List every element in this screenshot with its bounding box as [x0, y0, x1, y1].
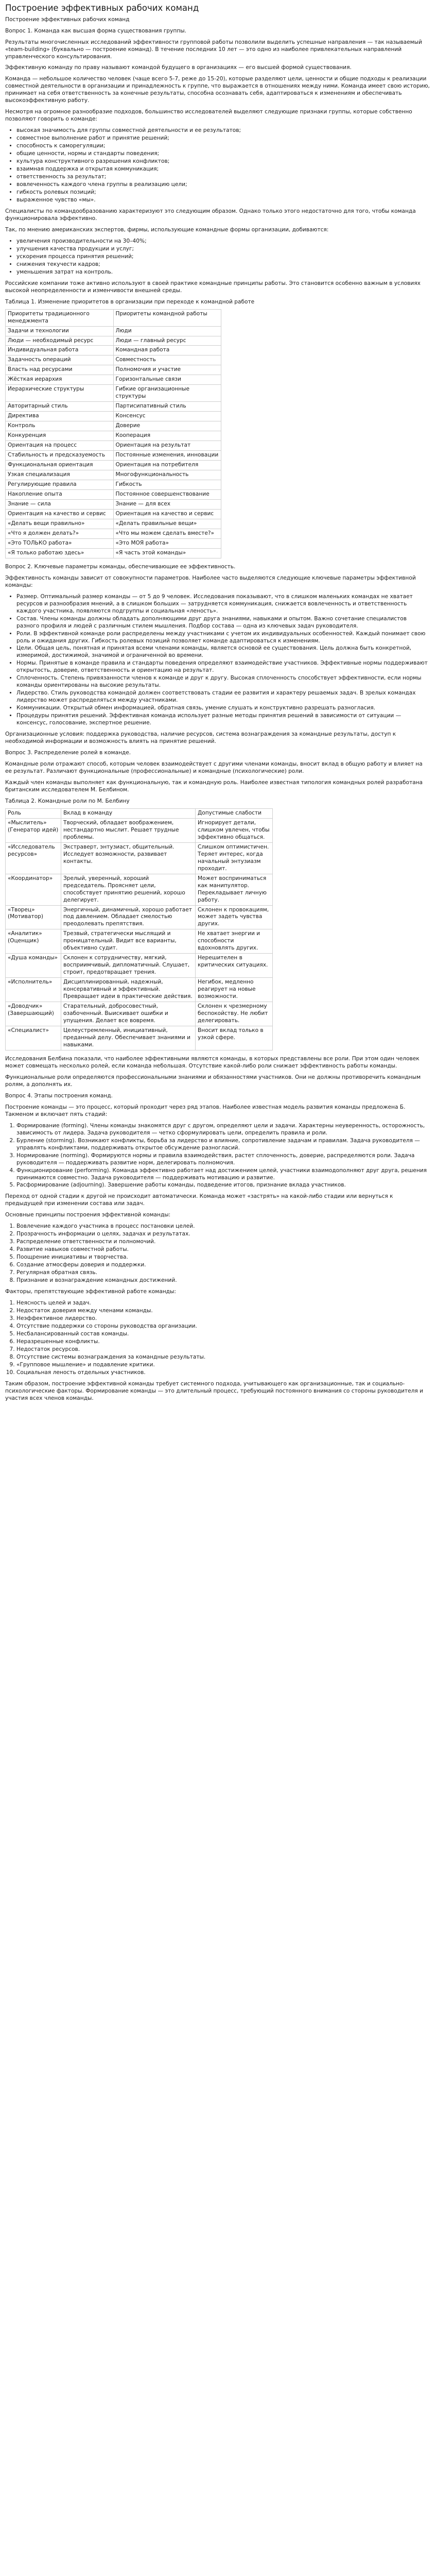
list-item: 5. Несбалансированный состав команды. [16, 1331, 431, 1338]
table-cell: Люди — главный ресурс [113, 336, 221, 346]
table-cell: Ориентация на качество и сервис [6, 509, 114, 519]
table-row [6, 548, 221, 558]
list-item: 1. Формирование (forming). Члены команды знакомятся друг с другом, определяют цели и задачи. Характерны неуверенность, осторожность, зависимость от лидера. Задача руководителя — четко сформулировать цели, определить правила и роли. [16, 1123, 431, 1137]
table-row [6, 412, 221, 421]
list-item: 5. Поощрение инициативы и творчества. [16, 1254, 431, 1261]
table-head [6, 808, 273, 818]
table-caption: Таблица 1. Изменение приоритетов в организации при переходе к командной работе [5, 298, 255, 305]
paragraph: Исследования Белбина показали, что наиболее эффективными являются команды, в которых представлены все роли. При этом один человек может совмещать несколько ролей, если команда небольшая. Отсутствие какой-либо роли снижает эффективность работы команды. [5, 1055, 420, 1069]
list-item: 1. Вовлечение каждого участника в процесс постановки целей. [16, 1223, 431, 1230]
table-row [6, 441, 221, 451]
table-cell: Узкая специализация [6, 470, 114, 480]
factors-list [5, 1300, 431, 1377]
table-row [6, 375, 221, 385]
table-cell: Директива [6, 412, 114, 421]
table-row [6, 509, 221, 519]
table-cell: Доверие [113, 421, 221, 431]
list-item: 7. Регулярная обратная связь. [16, 1269, 431, 1277]
table-row [6, 461, 221, 470]
table-row [6, 402, 221, 412]
table-cell: Энергичный, динамичный, хорошо работает под давлением. Обладает смелостью преодолевать препятствия. [61, 905, 196, 929]
list-item: • ускорения процесса принятия решений; [16, 253, 431, 261]
list-item: 4. Развитие навыков совместной работы. [16, 1246, 431, 1253]
list-item: • Лидерство. Стиль руководства командой должен соответствовать стадии ее развития и характеру решаемых задач. В зрелых командах лидерство может распределяться между участниками. [16, 690, 431, 704]
list-item: • Цели. Общая цель, понятная и принятая всеми членами команды, является основой ее существования. Цель должна быть конкретной, измеримой, достижимой, значимой и ограниченной во времени. [16, 645, 431, 659]
list-item: • снижения текучести кадров; [16, 261, 431, 268]
list-item: • Коммуникации. Открытый обмен информацией, обратная связь, умение слушать и конструктивно разрешать разногласия. [16, 705, 431, 712]
paragraph: Эффективную команду по праву называют командой будущего в организациях — его высшей формой существования. [5, 64, 352, 71]
paragraph: Несмотря на огромное разнообразие подходов, большинство исследователей выделяют следующие признаки группы, которые собственно позволяют говорить о команде: [5, 109, 412, 123]
paragraph: Построение команды — это процесс, который проходит через ряд этапов. Наиболее известная модель развития команды предложена Б. Такменом и включает пять стадий: [5, 1104, 406, 1117]
list-item: 4. Отсутствие поддержки со стороны руководства организации. [16, 1323, 431, 1330]
list-item: 5. Расформирование (adjourning). Завершение работы команды, подведение итогов, признание вклада участников. [16, 1182, 431, 1189]
table-cell: Гибкость [113, 480, 221, 490]
table-row [6, 978, 273, 1002]
list-item: 2. Бурление (storming). Возникают конфликты, борьба за лидерство и влияние, сопротивление задачам и правилам. Задача руководителя — управлять конфликтами, поддерживать открытое обсуждение разногласий. [16, 1138, 431, 1152]
list-item: • взаимная поддержка и открытая коммуникация; [16, 166, 431, 173]
table-row [6, 451, 221, 461]
table-cell: Задачность операций [6, 355, 114, 365]
list-item: 1. Неясность целей и задач. [16, 1300, 431, 1307]
list-item: • Нормы. Принятые в команде правила и стандарты поведения определяют взаимодействие участников. Эффективные нормы поддерживают открытость, доверие, ответственность и ориентацию на результат. [16, 660, 431, 674]
table-body [6, 818, 273, 1050]
table-row [6, 470, 221, 480]
table-row [6, 929, 273, 954]
table-cell: «Это ТОЛЬКО работа» [6, 538, 114, 548]
column-header: Допустимые слабости [196, 808, 273, 818]
table-row [6, 842, 273, 874]
table-row [6, 365, 221, 375]
table-cell: Трезвый, стратегически мыслящий и проницательный. Видит все варианты, объективно судит. [61, 929, 196, 954]
section-heading: Вопрос 1. Команда как высшая форма существования группы. [5, 27, 187, 34]
table-cell: Негибок, медленно реагирует на новые возможности. [196, 978, 273, 1002]
table-row [6, 529, 221, 538]
list-item: 6. Создание атмосферы доверия и поддержки. [16, 1262, 431, 1269]
table-body [6, 309, 221, 558]
list-item: • выраженное чувство «мы». [16, 197, 431, 204]
table-row [6, 346, 221, 355]
table-cell: Полномочия и участие [113, 365, 221, 375]
section-heading: Вопрос 3. Распределение ролей в команде. [5, 750, 131, 756]
list-item: 3. Неэффективное лидерство. [16, 1315, 431, 1323]
table-cell: «Специалист» [6, 1026, 61, 1050]
list-item: • Сплоченность. Степень привязанности членов к команде и друг к другу. Высокая сплоченность способствует эффективности, если нормы команды ориентированы на высокие результаты. [16, 675, 431, 689]
table-cell: «Я часть этой команды» [113, 548, 221, 558]
table-cell: Авторитарный стиль [6, 402, 114, 412]
table-cell: «Доводчик» (Завершающий) [6, 1002, 61, 1026]
table-cell: Ориентация на потребителя [113, 461, 221, 470]
list-item: • высокая значимость для группы совместной деятельности и ее результатов; [16, 127, 431, 134]
list-item: • Размер. Оптимальный размер команды — от 5 до 9 человек. Исследования показывают, что в слишком маленьких командах не хватает ресурсов и разнообразия мнений, а в слишком больших — затрудняется коммуникация, снижается вовлеченность и ответственность каждого участника, появляются подгруппы и социальная «леность». [16, 594, 431, 615]
table-caption: Таблица 2. Командные роли по М. Белбину [5, 798, 130, 804]
table-cell: Приоритеты традиционного менеджмента [6, 309, 114, 326]
paragraph: Функциональные роли определяются профессиональными знаниями и обязанностями участников. Они не должны противоречить командным ролям, а дополнять их. [5, 1074, 421, 1088]
table-cell: Игнорирует детали, слишком увлечен, чтобы эффективно общаться. [196, 818, 273, 842]
table-cell: Постоянное совершенствование [113, 490, 221, 500]
table-cell: Консенсус [113, 412, 221, 421]
table-header-row [6, 808, 273, 818]
table-cell: Экстраверт, энтузиаст, общительный. Исследует возможности, развивает контакты. [61, 842, 196, 874]
table-cell: Постоянные изменения, инновации [113, 451, 221, 461]
table-row [6, 326, 221, 336]
table-cell: Ориентация на качество и сервис [113, 509, 221, 519]
list-item: • Состав. Члены команды должны обладать дополняющими друг друга знаниями, навыками и опытом. Важно сочетание специалистов разного профиля и людей с различным стилем мышления. Подбор состава — одна из ключевых задач руководителя. [16, 616, 431, 630]
table-row [6, 499, 221, 509]
table-row [6, 519, 221, 529]
table-cell: Регулирующие правила [6, 480, 114, 490]
table-cell: Знание — для всех [113, 499, 221, 509]
list-item: 8. Отсутствие системы вознаграждения за командные результаты. [16, 1354, 431, 1361]
table-cell: Жёсткая иерархия [6, 375, 114, 385]
table-cell: Ориентация на результат [113, 441, 221, 451]
paragraph: Построение эффективных рабочих команд [5, 16, 130, 23]
table-row [6, 874, 273, 905]
stages-list [5, 1123, 431, 1190]
list-item: 3. Нормирование (norming). Формируются нормы и правила взаимодействия, растет сплоченность, доверие, распределяются роли. Задача руководителя — поддерживать развитие норм, делегировать полномочия. [16, 1153, 431, 1167]
table-cell: Накопление опыта [6, 490, 114, 500]
list-item: • увеличения производительности на 30–40%; [16, 238, 431, 245]
table-cell: Кооперация [113, 431, 221, 441]
table-row [6, 309, 221, 326]
table-cell: Индивидуальная работа [6, 346, 114, 355]
list-item: 8. Признание и вознаграждение командных достижений. [16, 1277, 431, 1284]
table-cell: Многофункциональность [113, 470, 221, 480]
table-cell: «Исследователь ресурсов» [6, 842, 61, 874]
table-row [6, 905, 273, 929]
paragraph: Каждый член команды выполняет как функциональную, так и командную роль. Наиболее известная типология командных ролей разработана британским исследователем М. Белбином. [5, 779, 423, 793]
table-cell: Приоритеты командной работы [113, 309, 221, 326]
table-cell: Нерешителен в критических ситуациях. [196, 954, 273, 978]
table-cell: Знание — сила [6, 499, 114, 509]
paragraph: Переход от одной стадии к другой не происходит автоматически. Команда может «застрять» на какой-либо стадии или вернуться к предыдущей при изменении состава или задач. [5, 1193, 393, 1207]
table-cell: Партисипативный стиль [113, 402, 221, 412]
table-cell: Конкуренция [6, 431, 114, 441]
table-cell: «Делать вещи правильно» [6, 519, 114, 529]
table-cell: Стабильность и предсказуемость [6, 451, 114, 461]
table-cell: Горизонтальные связи [113, 375, 221, 385]
paragraph: Эффективность команды зависит от совокупности параметров. Наиболее часто выделяются следующие ключевые параметры эффективной команды: [5, 574, 416, 588]
list-item: 6. Неразрешенные конфликты. [16, 1338, 431, 1346]
table-cell: «Координатор» [6, 874, 61, 905]
priorities-table [5, 309, 221, 558]
list-item: • ответственность за результат; [16, 174, 431, 181]
table-cell: Целеустремленный, инициативный, преданный делу. Обеспечивает знаниями и навыками. [61, 1026, 196, 1050]
table-cell: «Душа команды» [6, 954, 61, 978]
table-cell: Гибкие организационные структуры [113, 385, 221, 402]
parameters-list [5, 594, 431, 727]
paragraph: Результаты многочисленных исследований эффективности групповой работы позволили выделить успешные направления — так называемый «team-building» (буквально — построение команд). В течение последних 10 лет — это одно из наиболее привлекательных направлений управленческого консультирования. [5, 39, 422, 60]
table-cell: Может восприниматься как манипулятор. Перекладывает личную работу. [196, 874, 273, 905]
table-row [6, 1002, 273, 1026]
list-item: • общие ценности, нормы и стандарты поведения; [16, 150, 431, 158]
list-item: • Роли. В эффективной команде роли распределены между участниками с учетом их индивидуальных особенностей. Каждый понимает свою роль и ожидания других. Гибкость ролевых позиций позволяет команде адаптироваться к изменениям. [16, 631, 431, 645]
table-row [6, 954, 273, 978]
principles-list [5, 1223, 431, 1284]
table-row [6, 480, 221, 490]
list-item: 2. Недостаток доверия между членами команды. [16, 1308, 431, 1315]
paragraph: Факторы, препятствующие эффективной работе команды: [5, 1289, 176, 1295]
table-cell: Вносит вклад только в узкой сфере. [196, 1026, 273, 1050]
list-item: • улучшения качества продукции и услуг; [16, 246, 431, 253]
column-header: Роль [6, 808, 61, 818]
table-cell: «Исполнитель» [6, 978, 61, 1002]
table-row [6, 336, 221, 346]
paragraph: Российские компании тоже активно используют в своей практике командные принципы работы. Это становится особенно важным в условиях высокой неопределенности и изменчивости внешней среды. [5, 280, 421, 294]
paragraph: Так, по мнению американских экспертов, фирмы, использующие командные формы организации, добиваются: [5, 226, 329, 233]
table-cell: Зрелый, уверенный, хороший председатель. Проясняет цели, способствует принятию решений, хорошо делегирует. [61, 874, 196, 905]
table-row [6, 421, 221, 431]
table-cell: Люди — необходимый ресурс [6, 336, 114, 346]
list-item: • вовлеченность каждого члена группы в реализацию цели; [16, 181, 431, 189]
page-title: Построение эффективных рабочих команд [5, 3, 199, 13]
list-item: • совместное выполнение работ и принятие решений; [16, 135, 431, 142]
table-row [6, 1026, 273, 1050]
list-item: 3. Распределение ответственности и полномочий. [16, 1239, 431, 1246]
paragraph: Специалисты по командообразованию характеризуют это следующим образом. Однако только этого недостаточно для того, чтобы команда функционировала эффективно. [5, 208, 416, 222]
table-cell: «Аналитик» (Оценщик) [6, 929, 61, 954]
table-cell: Контроль [6, 421, 114, 431]
column-header: Вклад в команду [61, 808, 196, 818]
table-cell: Склонен к провокациям, может задеть чувства других. [196, 905, 273, 929]
table-cell: Склонен к чрезмерному беспокойству. Не любит делегировать. [196, 1002, 273, 1026]
belbin-roles-table [5, 808, 273, 1050]
table-row [6, 385, 221, 402]
table-cell: Старательный, добросовестный, озабоченный. Выискивает ошибки и упущения. Делает все вовремя. [61, 1002, 196, 1026]
paragraph: Основные принципы построения эффективной команды: [5, 1212, 171, 1218]
list-item: • способность к саморегуляции; [16, 143, 431, 150]
table-cell: Дисциплинированный, надежный, консервативный и эффективный. Превращает идеи в практические действия. [61, 978, 196, 1002]
list-item: 10. Социальная леность отдельных участников. [16, 1369, 431, 1377]
signs-list [5, 127, 431, 204]
table-cell: «Делать правильные вещи» [113, 519, 221, 529]
table-cell: Не хватает энергии и способности вдохновлять других. [196, 929, 273, 954]
section-heading: Вопрос 2. Ключевые параметры команды, обеспечивающие ее эффективность. [5, 563, 236, 570]
table-cell: Ориентация на процесс [6, 441, 114, 451]
table-cell: Люди [113, 326, 221, 336]
paragraph: Команда — небольшое количество человек (чаще всего 5-7, реже до 15-20), которые разделяют цели, ценности и общие подходы к реализации совместной деятельности в организации и принадлежность к группе, что выражается в отношениях между ними. Команда имеет свою историю, принимает на себя ответственность за конечные результаты, способна осознавать себя, адаптироваться к изменениям и обеспечивать высокоэффективную работу. [5, 76, 430, 104]
table-cell: «Мыслитель» (Генератор идей) [6, 818, 61, 842]
list-item: 4. Функционирование (performing). Команда эффективно работает над достижением целей, участники взаимодополняют друг друга, решения принимаются совместно. Задача руководителя — поддерживать мотивацию и развитие. [16, 1167, 431, 1182]
table-cell: «Это МОЯ работа» [113, 538, 221, 548]
list-item: 7. Недостаток ресурсов. [16, 1346, 431, 1353]
firms-list [5, 238, 431, 276]
table-cell: Власть над ресурсами [6, 365, 114, 375]
list-item: • гибкость ролевых позиций; [16, 189, 431, 196]
table-cell: Задачи и технологии [6, 326, 114, 336]
table-cell: «Я только работаю здесь» [6, 548, 114, 558]
section-heading: Вопрос 4. Этапы построения команд. [5, 1092, 113, 1099]
list-item: • уменьшения затрат на контроль. [16, 269, 431, 276]
table-cell: «Что мы можем сделать вместе?» [113, 529, 221, 538]
table-cell: Творческий, обладает воображением, нестандартно мыслит. Решает трудные проблемы. [61, 818, 196, 842]
table-cell: «Что я должен делать?» [6, 529, 114, 538]
paragraph: Таким образом, построение эффективной команды требует системного подхода, учитывающего как организационные, так и социально-психологические факторы. Формирование команды — это длительный процесс, требующий постоянного внимания со стороны руководителя и участия всех членов команды. [5, 1380, 423, 1401]
list-item: • культура конструктивного разрешения конфликтов; [16, 158, 431, 165]
list-item: • Процедуры принятия решений. Эффективная команда использует разные методы принятия решений в зависимости от ситуации — консенсус, голосование, экспертное решение. [16, 713, 431, 727]
table-cell: Иерархические структуры [6, 385, 114, 402]
list-item: 2. Прозрачность информации о целях, задачах и результатах. [16, 1231, 431, 1238]
table-row [6, 355, 221, 365]
table-cell: Склонен к сотрудничеству, мягкий, восприимчивый, дипломатичный. Слушает, строит, предотвращает трения. [61, 954, 196, 978]
table-cell: «Творец» (Мотиватор) [6, 905, 61, 929]
table-row [6, 431, 221, 441]
table-cell: Совместность [113, 355, 221, 365]
table-row [6, 490, 221, 500]
paragraph: Организационные условия: поддержка руководства, наличие ресурсов, система вознаграждения за командные результаты, доступ к необходимой информации и возможность влиять на принятие решений. [5, 731, 396, 745]
table-cell: Командная работа [113, 346, 221, 355]
table-cell: Слишком оптимистичен. Теряет интерес, когда начальный энтузиазм проходит. [196, 842, 273, 874]
table-row [6, 818, 273, 842]
table-row [6, 538, 221, 548]
paragraph: Командные роли отражают способ, которым человек взаимодействует с другими членами команды, вносит вклад в общую работу и влияет на ее результат. Различают функциональные (профессиональные) и командные (психологические) роли. [5, 761, 423, 774]
list-item: 9. «Групповое мышление» и подавление критики. [16, 1362, 431, 1369]
table-cell: Функциональная ориентация [6, 461, 114, 470]
